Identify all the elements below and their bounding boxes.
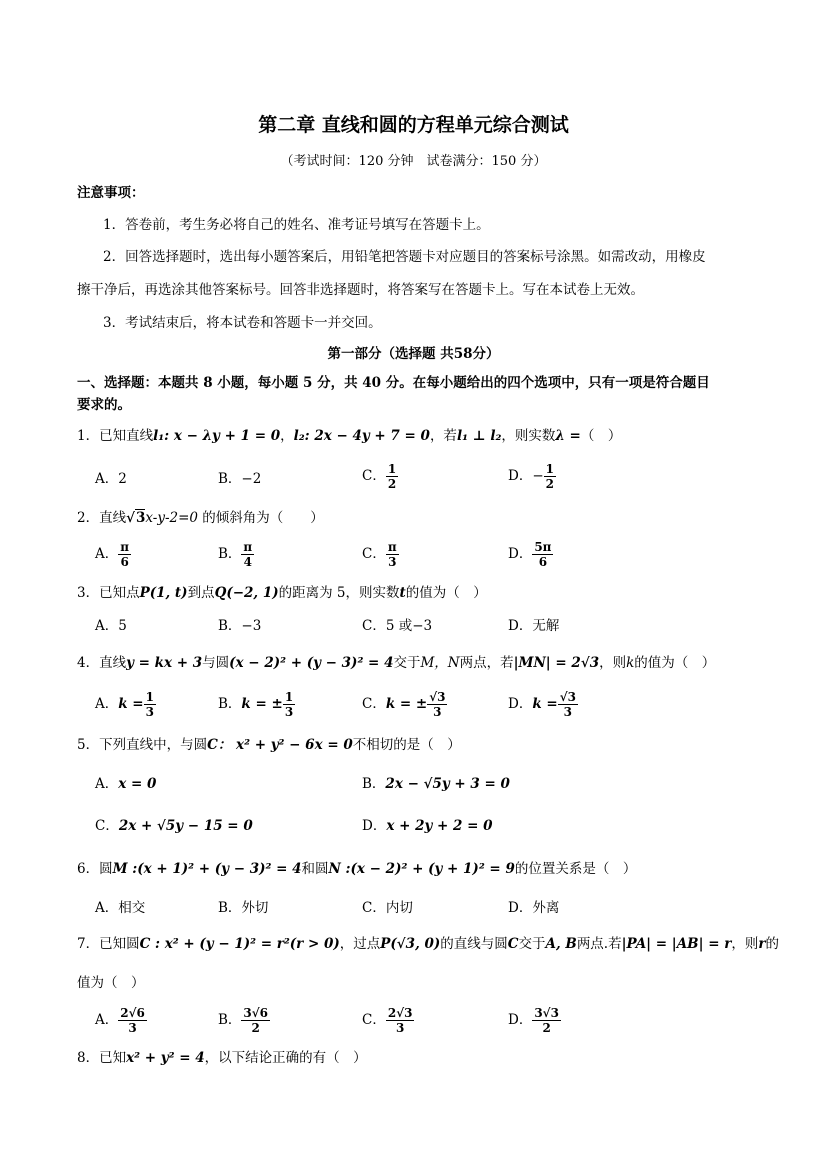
q5-circle: C： x² + y² − 6x = 0 — [207, 737, 353, 753]
q7-d-fraction — [532, 1006, 561, 1035]
q5-b-eq: 2x − √5y + 3 = 0 — [385, 776, 510, 792]
note-item-1: 1．答卷前，考生务必将自己的姓名、准考证号填写在答题卡上。 — [103, 217, 490, 233]
q5-option-a[interactable] — [95, 774, 156, 794]
q2-d-num: 5π — [534, 540, 552, 554]
q4-b-fraction — [283, 690, 295, 719]
q7-point-p: P(√3, 0) — [380, 936, 441, 952]
q7-mid4: 两点.若 — [576, 936, 622, 952]
q7-d-num: 3√3 — [534, 1006, 559, 1020]
q4-b-num: 1 — [284, 690, 294, 704]
q7-c-num: 2√3 — [387, 1006, 413, 1020]
q3-point-q: Q(−2, 1) — [214, 585, 279, 601]
question-4 — [77, 653, 715, 673]
q1-option-d-fraction — [544, 462, 556, 491]
q5-option-d[interactable] — [362, 816, 493, 836]
q2-b-label: B． — [218, 546, 242, 562]
q2-b-fraction — [241, 540, 254, 569]
q6-circle-n: N :(x − 2)² + (y + 1)² = 9 — [328, 861, 515, 877]
q1-paren: （ ） — [580, 428, 622, 444]
q1-line-l1: l₁: x − λy + 1 = 0 — [153, 428, 281, 444]
question-6 — [77, 859, 636, 879]
q1-option-c-fraction — [386, 462, 398, 491]
q7-option-c[interactable] — [362, 1006, 414, 1035]
q2-equation: x-y-2=0 — [145, 510, 198, 526]
q7-c-label: C． — [362, 1012, 386, 1028]
q3-option-a[interactable] — [95, 616, 127, 636]
q7-b-num: 3√6 — [243, 1006, 269, 1020]
q4-mid3: 两点，若 — [459, 655, 514, 671]
q7-option-a[interactable] — [95, 1006, 147, 1035]
q4-c-label: C． — [362, 696, 386, 712]
q1-option-a-text: A．2 — [95, 471, 127, 487]
notes-heading: 注意事项： — [77, 185, 145, 201]
q8-prefix: 8．已知 — [77, 1050, 127, 1066]
q5-tail: 不相切的是（ ） — [352, 737, 461, 753]
q4-a-fraction — [144, 690, 156, 719]
question-5 — [77, 735, 461, 755]
q3-tail2: 的值为（ ） — [405, 585, 487, 601]
q4-prefix: 4．直线 — [77, 655, 127, 671]
q1-c-num: 1 — [387, 462, 397, 476]
q1-option-a[interactable] — [95, 469, 127, 489]
q3-b-text: B．−3 — [218, 618, 262, 634]
q4-option-d[interactable] — [508, 690, 578, 719]
q1-option-c[interactable] — [362, 462, 398, 491]
section-instructions-line-2: 要求的。 — [77, 397, 131, 413]
q6-b-text: B．外切 — [218, 900, 269, 916]
q1-option-c-label: C． — [362, 468, 386, 484]
q7-b-den: 2 — [251, 1021, 260, 1035]
q1-sep: ， — [280, 428, 294, 444]
q2-a-num: π — [120, 540, 130, 554]
q7-b-label: B． — [218, 1012, 242, 1028]
question-8 — [77, 1048, 367, 1068]
q7-circle: C : x² + (y − 1)² = r²(r > 0) — [139, 936, 340, 952]
q1-perp: l₁ ⊥ l₂ — [456, 428, 502, 444]
q2-d-fraction — [532, 540, 553, 569]
q2-a-den: 6 — [120, 555, 129, 569]
q3-d-text: D．无解 — [508, 618, 560, 634]
q7-a-label: A． — [95, 1012, 119, 1028]
question-7-line-2: 值为（ ） — [77, 975, 145, 991]
q2-b-num: π — [243, 540, 253, 554]
q3-c-text: C．5 或−3 — [362, 618, 433, 634]
q7-d-label: D． — [508, 1012, 533, 1028]
q4-d-fraction — [558, 690, 578, 719]
q7-r: r — [758, 936, 766, 952]
q2-option-a[interactable] — [95, 540, 131, 569]
q8-tail: ，以下结论正确的有（ ） — [204, 1050, 367, 1066]
q4-c-num: √3 — [429, 690, 446, 704]
q2-option-b[interactable] — [218, 540, 254, 569]
q6-mid: 和圆 — [301, 861, 329, 877]
q2-c-fraction — [386, 540, 399, 569]
q7-c: C — [507, 936, 519, 952]
question-7 — [77, 934, 779, 954]
q1-option-b[interactable] — [218, 469, 261, 489]
q6-d-text: D．外离 — [508, 900, 560, 916]
q4-tail: ，则 — [599, 655, 627, 671]
q5-a-label: A． — [95, 776, 119, 792]
q7-prefix: 7．已知圆 — [77, 936, 140, 952]
page-title: 第二章 直线和圆的方程单元综合测试 — [258, 114, 569, 136]
q4-b-label: B． — [218, 696, 242, 712]
q4-a-pre: k = — [118, 696, 144, 712]
q3-t: t — [399, 585, 406, 601]
q4-d-pre: k = — [532, 696, 558, 712]
q5-d-eq: x + 2y + 2 = 0 — [386, 818, 493, 834]
q5-c-label: C． — [95, 818, 119, 834]
q7-mid3: 交于 — [518, 936, 546, 952]
q6-prefix: 6．圆 — [77, 861, 113, 877]
q5-prefix: 5．下列直线中，与圆 — [77, 737, 208, 753]
q2-d-label: D． — [508, 546, 533, 562]
question-2: 2．直线√3x-y-2=0 的倾斜角为（ ） — [77, 510, 324, 526]
note-item-2-line-2: 擦干净后，再选涂其他答案标号。回答非选择题时，将答案写在答题卡上。写在本试卷上无效。 — [77, 282, 644, 298]
q7-c-den: 3 — [395, 1021, 405, 1035]
part1-heading: 第一部分（选择题 共58分） — [327, 346, 500, 362]
q2-prefix: 2．直线 — [77, 510, 127, 526]
q1-option-d[interactable] — [508, 462, 556, 491]
q2-option-d[interactable] — [508, 540, 553, 569]
q4-b-den: 3 — [284, 705, 294, 719]
q4-option-a[interactable] — [95, 690, 156, 719]
q7-d-den: 2 — [542, 1021, 551, 1035]
section-instructions-line-1: 一、选择题：本题共 8 小题，每小题 5 分，共 40 分。在每小题给出的四个选项中，只有一项是符合题目 — [77, 375, 710, 391]
note-item-3: 3．考试结束后，将本试卷和答题卡一并交回。 — [103, 315, 382, 331]
q3-option-c[interactable] — [362, 616, 432, 636]
q4-a-label: A． — [95, 696, 119, 712]
q6-circle-m: M :(x + 1)² + (y − 3)² = 4 — [112, 861, 302, 877]
q6-tail: 的位置关系是（ ） — [514, 861, 637, 877]
q7-option-b[interactable] — [218, 1006, 270, 1035]
q4-mid1: 与圆 — [202, 655, 230, 671]
q7-c-fraction — [386, 1006, 415, 1035]
q7-ab: A, B — [545, 936, 577, 952]
exam-info: （考试时间：120 分钟 试卷满分：150 分） — [280, 154, 547, 169]
q4-option-b[interactable] — [218, 690, 295, 719]
q1-d-num: 1 — [545, 462, 554, 476]
q1-tail: ，则实数 — [501, 428, 556, 444]
q6-option-c[interactable] — [362, 898, 413, 918]
q5-option-c[interactable] — [95, 816, 253, 836]
q6-option-b[interactable] — [218, 898, 268, 918]
note-item-2-line-1: 2．回答选择题时，选出每小题答案后，用铅笔把答题卡对应题目的答案标号涂黑。如需改动，用橡皮 — [103, 249, 706, 265]
q7-mid2: 的直线与圆 — [440, 936, 508, 952]
q4-d-den: 3 — [563, 705, 572, 719]
q7-mid1: ，过点 — [339, 936, 381, 952]
q4-mid2: 交于 — [393, 655, 421, 671]
q3-prefix: 3．已知点 — [77, 585, 140, 601]
q4-c-pre: k = ± — [385, 696, 428, 712]
q2-c-den: 3 — [388, 555, 397, 569]
q4-tail2: 的值为（ ） — [634, 655, 716, 671]
q2-b-den: 4 — [243, 555, 252, 569]
q4-a-den: 3 — [145, 705, 154, 719]
q3-point-p: P(1, t) — [139, 585, 188, 601]
q1-option-b-text: B．−2 — [218, 471, 262, 487]
q6-option-a[interactable] — [95, 898, 145, 918]
q4-option-c[interactable] — [362, 690, 447, 719]
q8-equation: x² + y² = 4 — [126, 1050, 205, 1066]
q1-d-den: 2 — [545, 477, 554, 491]
q4-b-pre: k = ± — [241, 696, 283, 712]
q2-tail: 的倾斜角为（ ） — [202, 510, 324, 526]
q2-d-den: 6 — [538, 555, 548, 569]
q4-c-den: 3 — [433, 705, 442, 719]
q2-c-num: π — [387, 540, 397, 554]
q7-condition: |PA| = |AB| = r — [621, 936, 732, 952]
question-1 — [77, 426, 621, 446]
q3-a-text: A．5 — [95, 618, 127, 634]
q5-d-label: D． — [362, 818, 387, 834]
q6-a-text: A．相交 — [95, 900, 146, 916]
q4-a-num: 1 — [145, 690, 154, 704]
q5-c-eq: 2x + √5y − 15 = 0 — [118, 818, 253, 834]
q4-k: k — [626, 655, 635, 671]
q1-mid: ，若 — [429, 428, 457, 444]
q4-d-label: D． — [508, 696, 533, 712]
q3-tail1: 的距离为 5，则实数 — [278, 585, 400, 601]
q1-lambda: λ = — [555, 428, 581, 444]
question-3 — [77, 583, 487, 603]
q6-option-d[interactable] — [508, 898, 559, 918]
q1-prefix: 1．已知直线 — [77, 428, 154, 444]
q5-option-b[interactable] — [362, 774, 510, 794]
q2-sqrt: 3 — [135, 510, 146, 526]
q7-a-den: 3 — [128, 1021, 137, 1035]
q4-mn: |MN| = 2√3 — [513, 655, 600, 671]
q2-a-fraction — [118, 540, 131, 569]
q7-a-fraction — [118, 1006, 147, 1035]
q2-option-c[interactable] — [362, 540, 399, 569]
q3-option-b[interactable] — [218, 616, 261, 636]
q4-c-fraction — [427, 690, 447, 719]
q2-a-label: A． — [95, 546, 119, 562]
q5-b-label: B． — [362, 776, 386, 792]
q7-b-fraction — [241, 1006, 270, 1035]
q3-mid: 到点 — [187, 585, 215, 601]
q7-tail: ，则 — [731, 936, 759, 952]
q2-c-label: C． — [362, 546, 386, 562]
q6-c-text: C．内切 — [362, 900, 413, 916]
q7-a-num: 2√6 — [120, 1006, 145, 1020]
q5-a-eq: x = 0 — [118, 776, 157, 792]
q3-option-d[interactable] — [508, 616, 559, 636]
q4-circle: (x − 2)² + (y − 3)² = 4 — [229, 655, 394, 671]
q4-line: y = kx + 3 — [126, 655, 203, 671]
q4-points: M，N — [420, 655, 460, 671]
q1-option-d-label: D．− — [508, 468, 544, 484]
q7-tail2: 的 — [765, 936, 779, 952]
q4-d-num: √3 — [559, 690, 576, 704]
q1-line-l2: l₂: 2x − 4y + 7 = 0 — [293, 428, 430, 444]
q7-option-d[interactable] — [508, 1006, 561, 1035]
q1-c-den: 2 — [387, 477, 397, 491]
